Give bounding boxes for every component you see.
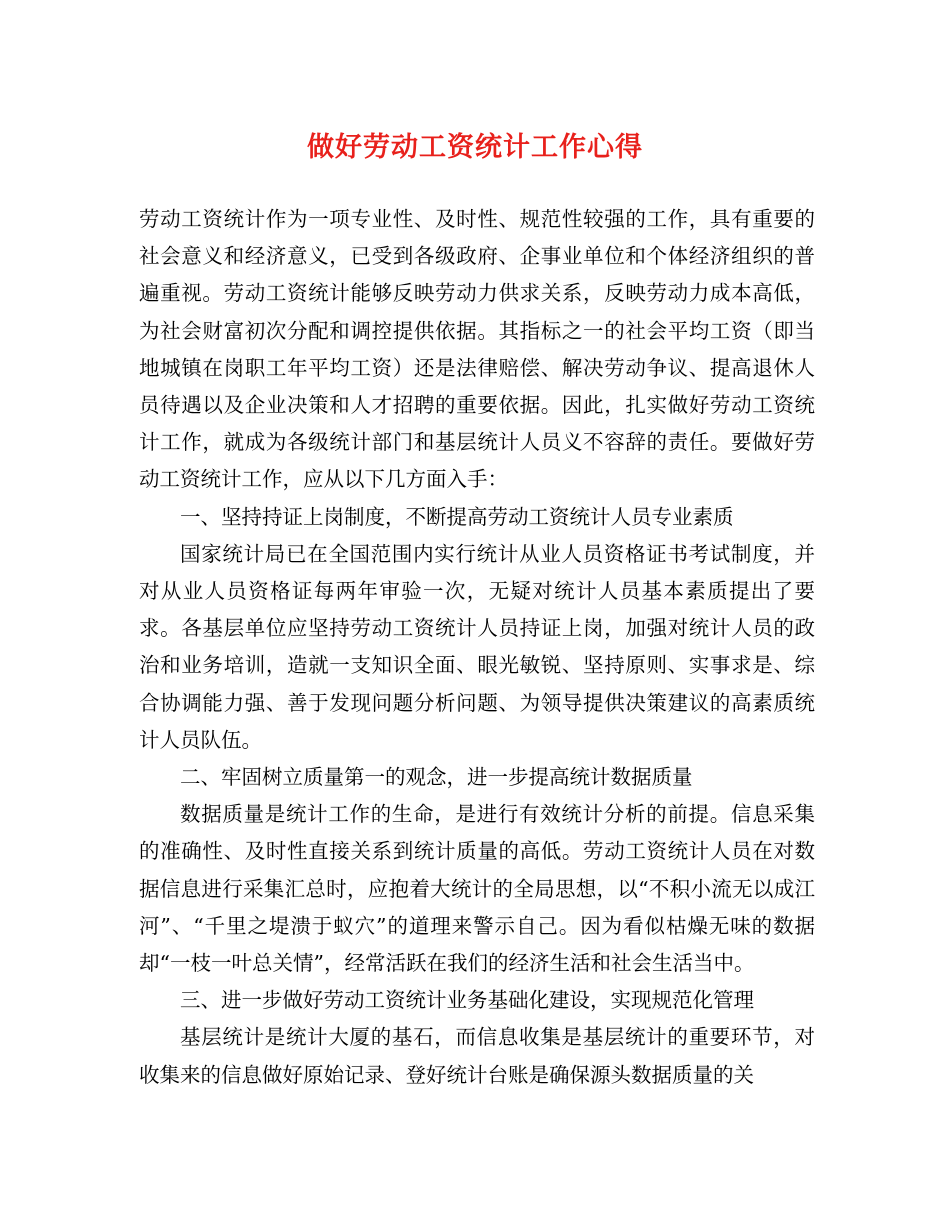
section-heading-1: 一、坚持持证上岗制度，不断提高劳动工资统计人员专业素质 — [180, 504, 734, 529]
section-paragraph-3: 基层统计是统计大厦的基石，而信息收集是基层统计的重要环节，对收集来的信息做好原始记录、登好统计台账是确保源头数据质量的关 — [139, 1025, 815, 1087]
document-title: 做好劳动工资统计工作心得 — [307, 132, 643, 163]
document-body — [139, 201, 815, 1094]
section-paragraph-1: 国家统计局已在全国范围内实行统计从业人员资格证书考试制度，并对从业人员资格证每两年审验一次，无疑对统计人员基本素质提出了要求。各基层单位应坚持劳动工资统计人员持证上岗，加强对统计人员的政治和业务培训，造就一支知识全面、眼光敏锐、坚持原则、实事求是、综合协调能力强、善于发现问题分析问题、为领导提供决策建议的高素质统计人员队伍。 — [139, 541, 815, 752]
section-heading-2: 二、牢固树立质量第一的观念，进一步提高统计数据质量 — [180, 765, 693, 790]
section-paragraph-2: 数据质量是统计工作的生命，是进行有效统计分析的前提。信息采集的准确性、及时性直接关系到统计质量的高低。劳动工资统计人员在对数据信息进行采集汇总时，应抱着大统计的全局思想，以“不积小流无以成江河”、“千里之堤溃于蚁穴”的道理来警示自己。因为看似枯燥无味的数据却“一枝一叶总关情”，经常活跃在我们的经济生活和社会生活当中。 — [139, 802, 815, 976]
section-heading-3: 三、进一步做好劳动工资统计业务基础化建设，实现规范化管理 — [180, 988, 754, 1013]
intro-paragraph: 劳动工资统计作为一项专业性、及时性、规范性较强的工作，具有重要的社会意义和经济意义，已受到各级政府、企事业单位和个体经济组织的普遍重视。劳动工资统计能够反映劳动力供求关系，反映劳动力成本高低，为社会财富初次分配和调控提供依据。其指标之一的社会平均工资（即当地城镇在岗职工年平均工资）还是法律赔偿、解决劳动争议、提高退休人员待遇以及企业决策和人才招聘的重要依据。因此，扎实做好劳动工资统计工作，就成为各级统计部门和基层统计人员义不容辞的责任。要做好劳动工资统计工作，应从以下几方面入手： — [139, 207, 815, 492]
